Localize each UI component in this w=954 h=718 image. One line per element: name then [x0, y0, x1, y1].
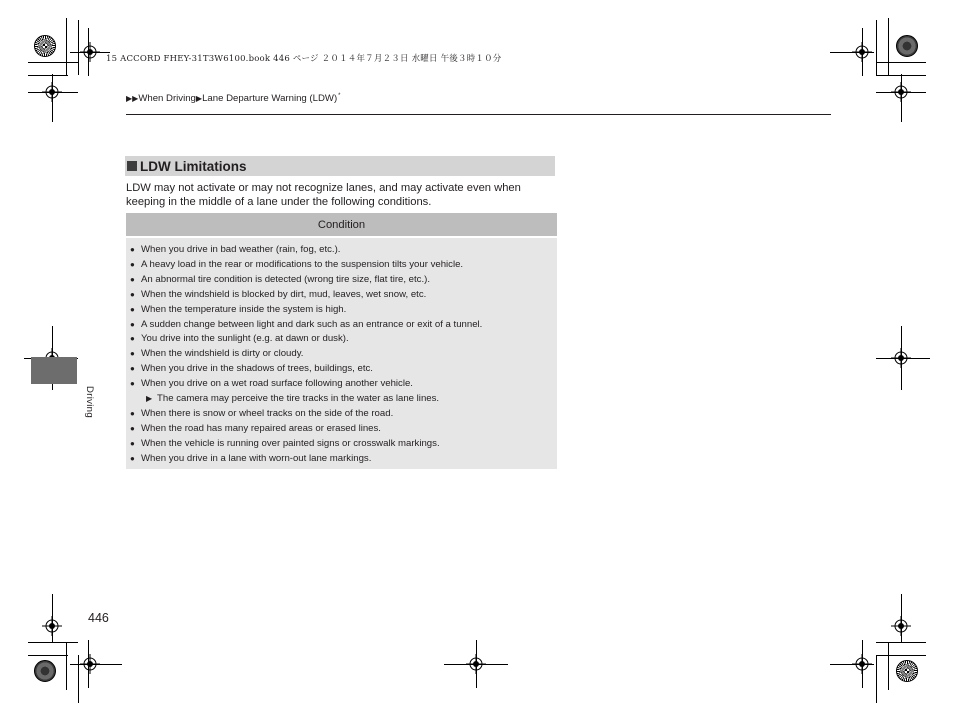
bullet-icon: ●	[130, 259, 135, 269]
crop-line	[876, 642, 926, 643]
bullet-icon: ●	[130, 334, 135, 344]
list-item	[130, 362, 557, 377]
list-item-text: When you drive on a wet road surface following another vehicle.	[141, 378, 413, 390]
crop-line	[876, 655, 926, 656]
list-item-text: When you drive in bad weather (rain, fog, etc.).	[141, 244, 341, 255]
registration-mark-icon	[42, 82, 62, 102]
bullet-icon: ●	[130, 453, 135, 463]
section-heading	[125, 156, 555, 176]
list-item-text: When the vehicle is running over painted signs or crosswalk markings.	[141, 437, 440, 449]
crop-line	[876, 62, 926, 63]
crop-line	[78, 20, 79, 75]
sub-note-text: The camera may perceive the tire tracks in the water as lane lines.	[157, 393, 440, 405]
color-rosette-icon	[34, 35, 56, 57]
list-item-text: When the temperature inside the system is high.	[141, 303, 347, 315]
list-item-sub-note	[130, 392, 557, 407]
crop-line	[78, 655, 79, 703]
list-item	[130, 407, 557, 422]
registration-mark-icon	[852, 654, 872, 674]
section-intro: LDW may not activate or may not recognize lanes, and may activate even when keeping in the middle of a lane under the following conditions.	[126, 182, 521, 208]
list-item-text: When the road has many repaired areas or erased lines.	[141, 422, 381, 434]
bullet-icon: ●	[130, 349, 135, 359]
table-header-condition: Condition	[126, 213, 557, 236]
list-item-text: When there is snow or wheel tracks on the side of the road.	[141, 407, 394, 419]
color-rosette-icon	[896, 35, 918, 57]
breadcrumb	[126, 93, 340, 104]
list-item	[130, 258, 557, 273]
registration-mark-icon	[891, 82, 911, 102]
bullet-icon: ●	[130, 274, 135, 284]
list-item	[130, 437, 557, 452]
condition-list	[126, 238, 557, 469]
bullet-icon: ●	[130, 438, 135, 448]
registration-mark-icon	[80, 42, 100, 62]
list-item	[130, 422, 557, 437]
registration-mark-icon	[42, 616, 62, 636]
file-header: 15 ACCORD FHEY-31T3W6100.book 446 ページ ２０１４年７月２３日 水曜日 午後３時１０分	[106, 54, 502, 64]
list-item-text: You drive into the sunlight (e.g. at dawn or dusk).	[141, 333, 349, 345]
bullet-icon: ●	[130, 245, 135, 254]
crop-line	[888, 642, 889, 690]
heading-square-icon	[127, 161, 137, 171]
bullet-icon: ●	[130, 364, 135, 374]
bullet-icon: ●	[130, 408, 135, 418]
bullet-icon: ●	[130, 304, 135, 314]
header-rule	[126, 114, 831, 115]
list-item-text: When you drive in the shadows of trees, buildings, etc.	[141, 363, 373, 375]
list-item	[130, 303, 557, 318]
list-item	[130, 452, 557, 467]
bullet-icon: ●	[130, 423, 135, 433]
chapter-label: Driving	[84, 386, 95, 418]
registration-mark-icon	[891, 616, 911, 636]
list-item-text: An abnormal tire condition is detected (wrong tire size, flat tire, etc.).	[141, 273, 431, 285]
footnote-mark: *	[338, 93, 341, 99]
list-item-text: When you drive in a lane with worn-out lane markings.	[141, 452, 372, 464]
list-item	[130, 318, 557, 333]
list-item	[130, 332, 557, 347]
list-item-text: When the windshield is dirty or cloudy.	[141, 348, 304, 360]
bullet-icon: ●	[130, 379, 135, 389]
arrow-right-icon: ▶▶	[126, 94, 139, 103]
bullet-icon: ●	[130, 319, 135, 329]
page-number: 446	[88, 611, 109, 625]
section-heading-text: LDW Limitations	[140, 158, 247, 174]
breadcrumb-item-when-driving[interactable]: When Driving	[138, 93, 196, 104]
list-item	[130, 377, 557, 392]
list-item-text: A sudden change between light and dark such as an entrance or exit of a tunnel.	[141, 318, 483, 330]
chapter-tab	[31, 357, 77, 384]
registration-mark-icon	[466, 654, 486, 674]
crop-line	[876, 20, 877, 75]
registration-mark-icon	[891, 348, 911, 368]
registration-mark-icon	[80, 654, 100, 674]
crop-line	[66, 642, 67, 690]
crop-line	[28, 75, 68, 76]
list-item-text: A heavy load in the rear or modifications to the suspension tilts your vehicle.	[141, 258, 464, 270]
list-item	[130, 273, 557, 288]
crop-line	[28, 655, 68, 656]
bullet-icon: ●	[130, 289, 135, 299]
crop-line	[28, 642, 78, 643]
arrow-right-icon: ▶	[195, 94, 203, 103]
list-item-text: When the windshield is blocked by dirt, mud, leaves, wet snow, etc.	[141, 288, 427, 300]
color-rosette-icon	[896, 660, 918, 682]
list-item	[130, 347, 557, 362]
crop-line	[888, 18, 889, 76]
color-rosette-icon	[34, 660, 56, 682]
arrow-right-icon: ▶	[146, 394, 153, 404]
list-item	[130, 288, 557, 303]
crop-line	[28, 62, 78, 63]
registration-mark-icon	[852, 42, 872, 62]
list-item	[130, 243, 557, 258]
crop-line	[66, 18, 67, 76]
breadcrumb-item-ldw[interactable]: Lane Departure Warning (LDW)	[202, 93, 338, 104]
crop-line	[876, 655, 877, 703]
